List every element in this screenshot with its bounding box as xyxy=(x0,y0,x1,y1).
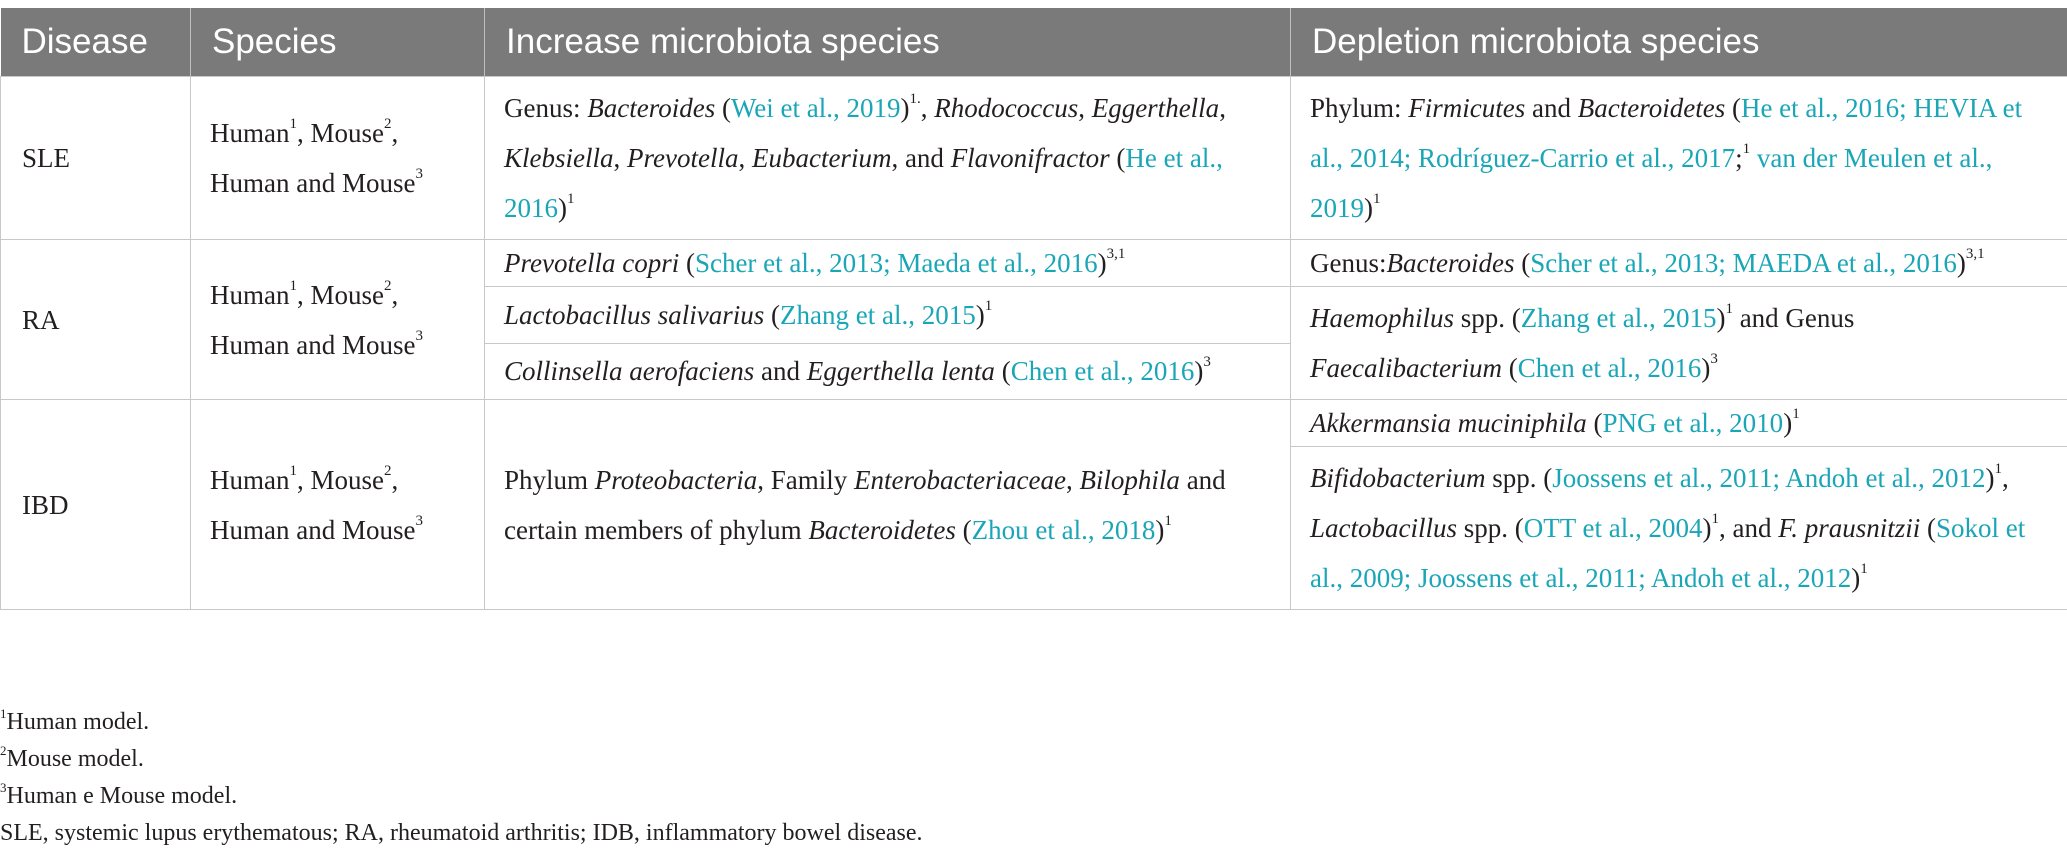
disease-cell: RA xyxy=(1,240,191,400)
increase-cell: Prevotella copri (Scher et al., 2013; Maeda et al., 2016)$^{3,1}$ xyxy=(485,240,1291,287)
increase-cell: Genus: Bacteroides (Wei et al., 2019)$^{1.}$, Rhodococcus, Eggerthella, Klebsiella, Prevotella, Eubacterium, and Flavonifractor (He et al., 2016)$^1$ xyxy=(485,77,1291,240)
increase-cell: Phylum Proteobacteria, Family Enterobacteriaceae, Bilophila and certain members of phylum Bacteroidetes (Zhou et al., 2018)$^1$ xyxy=(485,400,1291,610)
citation-link[interactable]: Sokol et al., 2009; Joossens et al., 2011; Andoh et al., 2012 xyxy=(1310,513,2026,593)
species-cell: Human$^1$, Mouse$^2$, Human and Mouse$^3$ xyxy=(191,400,485,610)
citation-link[interactable]: Chen et al., 2016 xyxy=(1010,356,1195,387)
depletion-cell: Akkermansia muciniphila (PNG et al., 2010)$^1$ xyxy=(1291,400,2067,447)
table-footnotes xyxy=(0,704,923,852)
depletion-cell: Phylum: Firmicutes and Bacteroidetes (He et al., 2016; HEVIA et al., 2014; Rodríguez-Carrio et al., 2017;$^1$ van der Meulen et al., 2019)$^1$ xyxy=(1291,77,2067,240)
citation-link[interactable]: Zhang et al., 2015 xyxy=(1520,303,1717,333)
citation-link[interactable]: Chen et al., 2016 xyxy=(1517,353,1702,383)
abbreviations-note: SLE, systemic lupus erythematous; RA, rheumatoid arthritis; IDB, inflammatory bowel disease. xyxy=(0,820,923,846)
citation-link[interactable]: OTT et al., 2004 xyxy=(1523,513,1703,543)
citation-link[interactable]: Zhang et al., 2015 xyxy=(780,299,976,330)
header-row xyxy=(1,8,2067,77)
increase-cell: Collinsella aerofaciens and Eggerthella lenta (Chen et al., 2016)$^3$ xyxy=(485,343,1291,400)
depletion-cell: Haemophilus spp. (Zhang et al., 2015)$^1$ and Genus Faecalibacterium (Chen et al., 2016)$^3$ xyxy=(1291,287,2067,400)
citation-link[interactable]: Scher et al., 2013; MAEDA et al., 2016 xyxy=(1530,248,1957,278)
citation-link[interactable]: PNG et al., 2010 xyxy=(1602,408,1784,438)
depletion-cell: Genus:Bacteroides (Scher et al., 2013; MAEDA et al., 2016)$^{3,1}$ xyxy=(1291,240,2067,287)
citation-link[interactable]: Zhou et al., 2018 xyxy=(971,514,1156,545)
increase-cell: Lactobacillus salivarius (Zhang et al., 2015)$^1$ xyxy=(485,287,1291,344)
header-disease: Disease xyxy=(1,8,191,77)
depletion-cell: Bifidobacterium spp. (Joossens et al., 2011; Andoh et al., 2012)$^1$, Lactobacillus spp. (OTT et al., 2004)$^1$, and F. prausnitzii (Sokol et al., 2009; Joossens et al., 2011; Andoh et al., 2012)$^1$ xyxy=(1291,447,2067,610)
table-row-ibd xyxy=(1,400,2067,447)
table-row-ra xyxy=(1,240,2067,287)
citation-link[interactable]: Joossens et al., 2011; Andoh et al., 2012 xyxy=(1552,463,1986,493)
species-cell: Human$^1$, Mouse$^2$, Human and Mouse$^3$ xyxy=(191,77,485,240)
citation-link[interactable]: Wei et al., 2019 xyxy=(730,93,901,123)
citation-link[interactable]: He et al., 2016; HEVIA et al., 2014; Rodríguez-Carrio et al., 2017 xyxy=(1310,93,2023,173)
footnote-1: $^1$Human model. xyxy=(0,706,150,735)
citation-link[interactable]: Scher et al., 2013; Maeda et al., 2016 xyxy=(694,248,1098,278)
footnote-3: $^3$Human e Mouse model. xyxy=(0,780,238,809)
table-row-sle xyxy=(1,77,2067,240)
species-cell: Human$^1$, Mouse$^2$, Human and Mouse$^3$ xyxy=(191,240,485,400)
disease-cell: IBD xyxy=(1,400,191,610)
header-increase: Increase microbiota species xyxy=(485,8,1291,77)
header-species: Species xyxy=(191,8,485,77)
citation-link[interactable]: He et al., 2016 xyxy=(504,143,1223,223)
microbiota-table xyxy=(0,8,2067,610)
header-depletion: Depletion microbiota species xyxy=(1291,8,2067,77)
citation-link[interactable]: van der Meulen et al., 2019 xyxy=(1310,143,1993,223)
disease-cell: SLE xyxy=(1,77,191,240)
footnote-2: $^2$Mouse model. xyxy=(0,743,144,772)
